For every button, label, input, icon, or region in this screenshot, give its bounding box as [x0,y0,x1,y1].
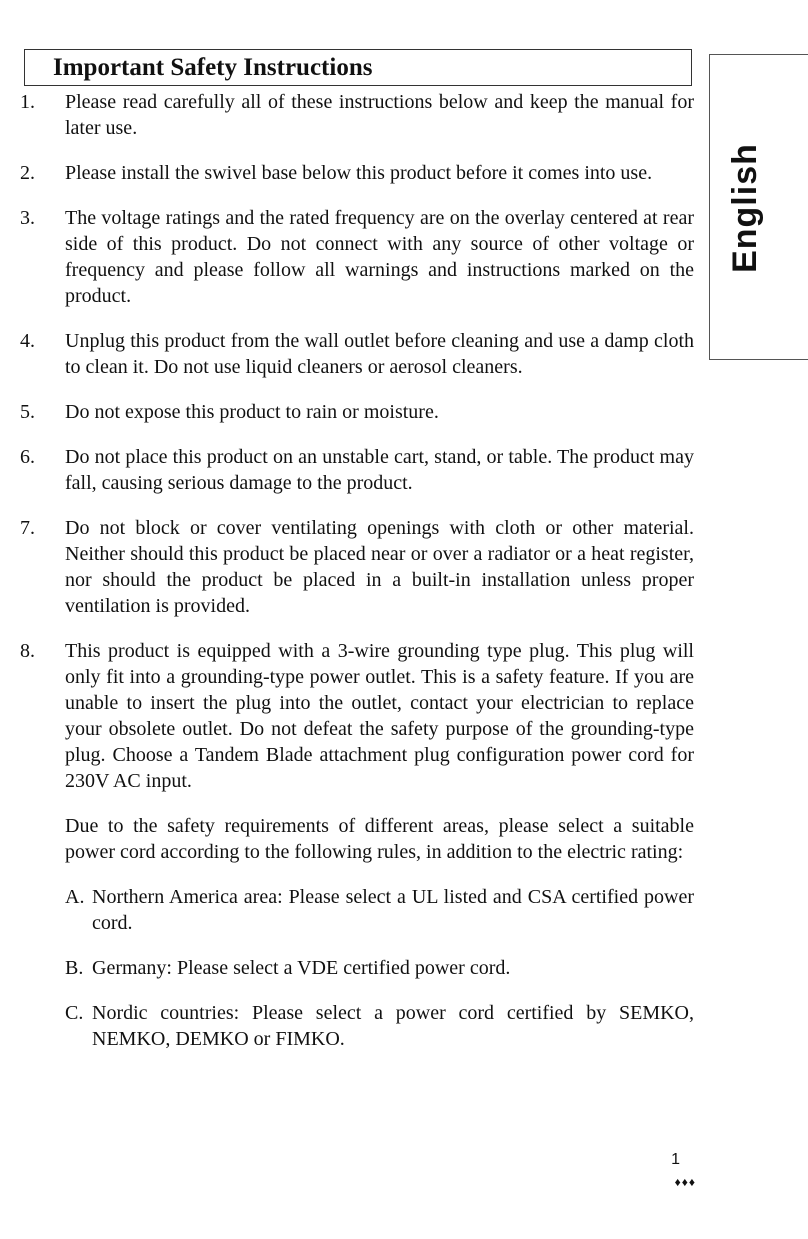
diamond-ornament-icon: ♦♦♦ [674,1175,696,1189]
region-item [65,1000,694,1052]
item-text: This product is equipped with a 3-wire grounding type plug. This plug will only fit into a grounding-type power outlet. This is a safety feature. If you are unable to insert the plug into the outlet, contact your electrician to replace your obsolete outlet. Do not defeat the safety purpose of the grounding-type plug. Choose a Tandem Blade attachment plug configuration power cord for 230V AC input. [65,640,694,792]
item-text: Please read carefully all of these instructions below and keep the manual for later use. [65,91,694,139]
item-number: 1. [20,91,35,113]
page-number: 1 [671,1151,680,1168]
region-letter: C. [65,1002,84,1024]
region-item [65,955,694,981]
item-text: Please install the swivel base below this product before it comes into use. [65,162,653,184]
list-item [20,444,694,496]
list-item [20,205,694,309]
region-text: Germany: Please select a VDE certified power cord. [92,957,511,979]
item-number: 6. [20,446,35,468]
instructions-list [20,89,694,1071]
language-tab-label: English [725,143,764,273]
list-item [20,328,694,380]
region-item [65,884,694,936]
list-item [20,515,694,619]
item-text: Unplug this product from the wall outlet before cleaning and use a damp cloth to clean it. Do not use liquid cleaners or aerosol cleaners. [65,330,694,378]
item-number: 3. [20,207,35,229]
list-item [20,89,694,141]
language-tab [709,54,808,360]
list-item [20,399,694,425]
list-item [20,160,694,186]
item-number: 8. [20,640,35,662]
item-text: Do not expose this product to rain or moisture. [65,401,439,423]
region-text: Nordic countries: Please select a power cord certified by SEMKO, NEMKO, DEMKO or FIMKO. [92,1002,694,1050]
item-number: 5. [20,401,35,423]
region-text: Northern America area: Please select a UL listed and CSA certified power cord. [92,886,694,934]
item-number: 4. [20,330,35,352]
power-cord-note: Due to the safety requirements of different areas, please select a suitable power cord according to the following rules, in addition to the electric rating: [65,815,694,863]
item-text: Do not block or cover ventilating openings with cloth or other material. Neither should this product be placed near or over a radiator or a heat register, nor should the product be placed in a built-in installation unless proper ventilation is provided. [65,517,694,617]
page-title: Important Safety Instructions [53,54,373,81]
list-item [20,638,694,794]
region-letter: B. [65,957,84,979]
item-text: Do not place this product on an unstable cart, stand, or table. The product may fall, causing serious damage to the product. [65,446,694,494]
item-text: The voltage ratings and the rated frequency are on the overlay centered at rear side of this product. Do not connect with any source of other voltage or frequency and please follow all warnings and instructions marked on the product. [65,207,694,307]
region-letter: A. [65,886,85,908]
item-number: 2. [20,162,35,184]
title-box [24,49,692,86]
item-number: 7. [20,517,35,539]
